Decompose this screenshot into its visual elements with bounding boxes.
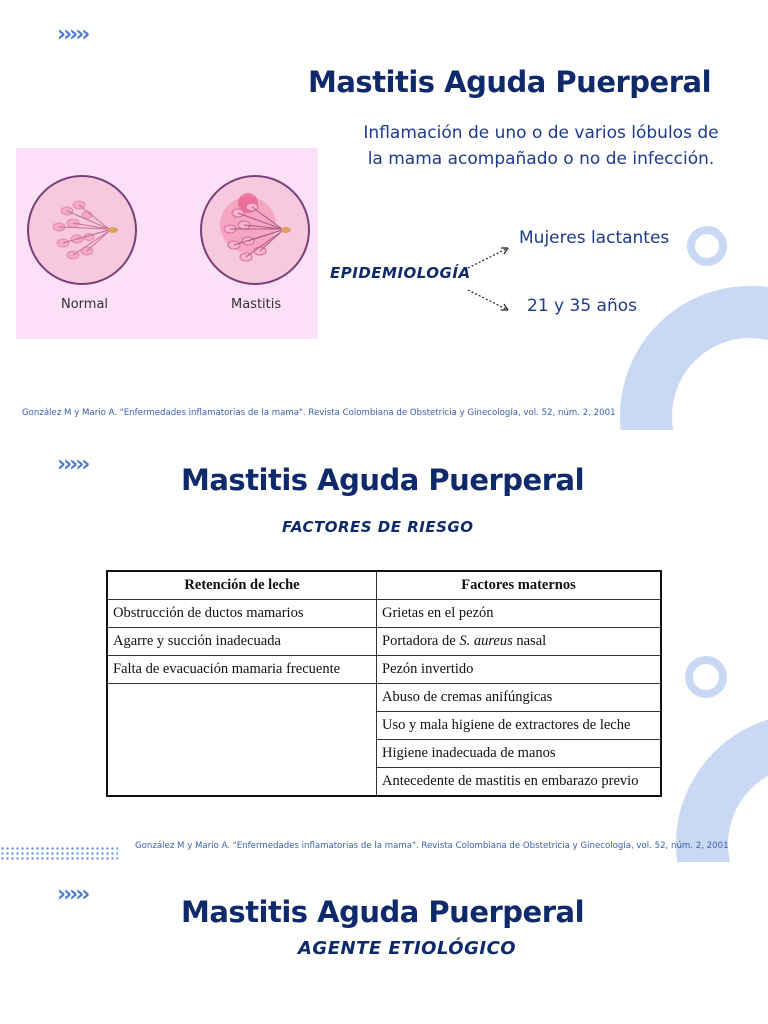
reference-text: González M y Mario A. "Enfermedades inflamatorias de la mama". Revista Colombiana de Obstetricia y Ginecología, vol. 52, núm. 2, 2001	[135, 841, 729, 851]
decorative-large-ring	[676, 714, 768, 862]
table-cell: Uso y mala higiene de extractores de leche	[377, 712, 662, 740]
slide-title: Mastitis Aguda Puerperal	[181, 895, 585, 929]
table-cell: Falta de evacuación mamaria frecuente	[107, 656, 377, 684]
table-cell: Agarre y succión inadecuada	[107, 628, 377, 656]
normal-breast-diagram	[27, 175, 137, 285]
normal-label: Normal	[61, 297, 109, 312]
slide-subtitle: AGENTE ETIOLÓGICO	[298, 938, 517, 959]
reference-text: González M y Mario A. "Enfermedades inflamatorias de la mama". Revista Colombiana de Obstetricia y Ginecología, vol. 52, núm. 2, 2001	[22, 408, 616, 418]
table-cell: Pezón invertido	[377, 656, 662, 684]
decorative-dots	[0, 846, 118, 862]
table-cell: Abuso de cremas anifúngicas	[377, 684, 662, 712]
epidemiology-item: Mujeres lactantes	[519, 228, 670, 248]
mastitis-breast-diagram	[200, 175, 310, 285]
arrows-icon	[462, 240, 522, 320]
chevrons-icon: ›››››	[57, 882, 88, 907]
inflamed-lobules-icon	[202, 177, 308, 283]
definition-text: Inflamación de uno o de varios lóbulos de la mama acompañado o no de infección.	[363, 123, 719, 169]
table-header-row	[107, 571, 661, 600]
column-header: Factores maternos	[377, 571, 662, 600]
decorative-large-ring	[620, 286, 768, 430]
breast-illustration	[16, 148, 318, 339]
table-row	[107, 600, 661, 628]
table-cell-empty	[107, 684, 377, 797]
table-cell: Antecedente de mastitis en embarazo previo	[377, 768, 662, 797]
slide-3	[0, 862, 768, 1024]
table-row	[107, 684, 661, 712]
chevrons-icon: ›››››	[57, 22, 88, 47]
decorative-small-ring	[685, 656, 727, 698]
slide-title: Mastitis Aguda Puerperal	[308, 65, 712, 99]
slide-subtitle: FACTORES DE RIESGO	[282, 518, 474, 536]
decorative-small-ring	[687, 226, 727, 266]
table-cell: Portadora de S. aureus nasal	[377, 628, 662, 656]
mastitis-label: Mastitis	[231, 297, 282, 312]
table-cell: Obstrucción de ductos mamarios	[107, 600, 377, 628]
column-header: Retención de leche	[107, 571, 377, 600]
epidemiology-label: EPIDEMIOLOGÍA	[330, 264, 471, 282]
slide-2	[0, 430, 768, 862]
table-row	[107, 628, 661, 656]
table-cell: Grietas en el pezón	[377, 600, 662, 628]
chevrons-icon: ›››››	[57, 452, 88, 477]
epidemiology-item: 21 y 35 años	[527, 296, 637, 316]
table-row	[107, 656, 661, 684]
slide-title: Mastitis Aguda Puerperal	[181, 463, 585, 497]
normal-lobules-icon	[29, 177, 135, 283]
slide-1	[0, 0, 768, 430]
species-name: S. aureus	[459, 633, 513, 649]
risk-factors-table	[106, 570, 662, 797]
table-cell: Higiene inadecuada de manos	[377, 740, 662, 768]
